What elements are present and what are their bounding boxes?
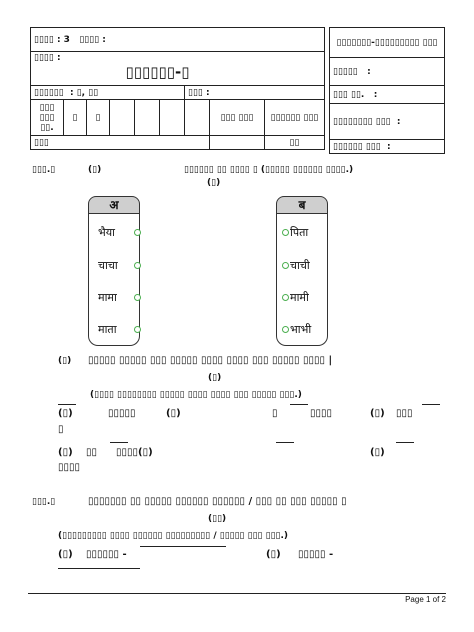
- right-dot-4[interactable]: [282, 326, 289, 333]
- date-label: ▯▯▯ :: [188, 87, 210, 98]
- right-row2-label: ▯▯▯ ▯▯.: [333, 89, 365, 100]
- right-row1: [330, 58, 445, 86]
- right-word-4: भाभी: [290, 323, 312, 336]
- marks-value: : ▯, ▯▯: [70, 87, 99, 98]
- marks-row: [31, 86, 185, 100]
- header-right-table: [329, 27, 445, 154]
- q2-marks: (▯▯): [208, 514, 227, 524]
- q1b-r1-wrap: ▯: [58, 424, 64, 435]
- subject-label: ▯▯▯▯ :: [79, 34, 106, 45]
- right-word-1: पिता: [290, 226, 309, 239]
- q1b-r1-d: (▯): [370, 408, 385, 419]
- q2-note: (▯▯▯▯▯▯▯▯▯ ▯▯▯▯ ▯▯▯▯▯▯ ▯▯▯▯▯▯▯▯▯ / ▯▯▯▯▯ ▯▯▯ ▯▯▯.): [58, 531, 289, 541]
- q1-number: ▯▯▯.▯: [32, 165, 56, 175]
- grid-row2-c1: ▯▯▯: [31, 136, 210, 150]
- q2-a-word: ▯▯▯▯▯▯ -: [86, 549, 127, 560]
- right-dot-1[interactable]: [282, 229, 289, 236]
- left-word-4: माता: [98, 323, 117, 336]
- blank-line-6[interactable]: [396, 442, 414, 443]
- answer-line-a[interactable]: [58, 568, 140, 569]
- q1-sub: (▯): [88, 165, 102, 175]
- q1b-r1-d-word: ▯▯▯: [396, 408, 413, 419]
- right-row2-value: :: [373, 89, 378, 100]
- q2-b-word: ▯▯▯▯▯ -: [298, 549, 334, 560]
- left-dot-4[interactable]: [134, 326, 141, 333]
- right-row2: [330, 86, 445, 104]
- q2-a: (▯): [58, 549, 73, 560]
- right-row3: [330, 104, 445, 140]
- grid-c4: [110, 100, 135, 136]
- page-title: ▯▯▯▯▯▯-▯: [125, 63, 190, 81]
- q1b-note: (▯▯▯▯ ▯▯▯▯▯▯▯▯ ▯▯▯▯▯ ▯▯▯▯ ▯▯▯▯ ▯▯▯ ▯▯▯▯▯ ▯▯▯.): [90, 390, 302, 400]
- right-row4-value: :: [387, 141, 391, 152]
- class-label: ▯▯▯▯ : 3: [34, 34, 70, 45]
- right-title: ▯▯▯▯▯▯▯-▯▯▯▯▯▯▯▯▯ ▯▯▯: [330, 28, 445, 58]
- right-row1-value: :: [367, 66, 371, 77]
- q1-instruction: ▯▯▯▯▯▯ ▯▯ ▯▯▯▯ ▯ (▯▯▯▯▯ ▯▯▯▯▯▯ ▯▯▯▯.): [184, 165, 354, 175]
- blank-line-2[interactable]: [290, 404, 308, 405]
- header-name-cell: [31, 52, 325, 86]
- column-b-header: ब: [276, 196, 328, 214]
- answer-line-a-top[interactable]: [140, 546, 226, 547]
- q1b-r1-c: ▯: [272, 408, 278, 419]
- right-row3-value: :: [396, 116, 401, 127]
- page-number: Page 1 of 2: [405, 595, 446, 604]
- right-word-2: चाची: [290, 259, 310, 272]
- left-dot-1[interactable]: [134, 229, 141, 236]
- blank-line-1[interactable]: [58, 404, 76, 405]
- q1b-r2-d: (▯): [370, 447, 385, 458]
- grid-c3: ▯: [87, 100, 110, 136]
- header-table: [30, 27, 325, 150]
- q1-marks: (▯): [207, 178, 221, 188]
- right-dot-3[interactable]: [282, 294, 289, 301]
- blank-line-3[interactable]: [422, 404, 440, 405]
- left-dot-3[interactable]: [134, 294, 141, 301]
- q1b-r1-c-word: ▯▯▯▯: [310, 408, 333, 419]
- q1b-r2-a: (▯): [58, 447, 73, 458]
- grid-c7: [185, 100, 210, 136]
- q1b-r2-b: ▯▯▯▯(▯): [116, 447, 153, 458]
- q1b-r2-a-word: ▯▯: [86, 447, 98, 458]
- right-dot-2[interactable]: [282, 262, 289, 269]
- q1b-r1-b: (▯): [166, 408, 181, 419]
- q1b-marks: (▯): [208, 373, 222, 383]
- q1b-r1-a-word: ▯▯▯▯▯: [108, 408, 136, 419]
- right-row4: [330, 140, 445, 154]
- grid-row2-blank: [210, 136, 265, 150]
- left-word-3: मामा: [98, 291, 117, 304]
- header-class-cell: [31, 28, 325, 52]
- left-word-1: भैया: [98, 226, 115, 239]
- grid-c5: [135, 100, 160, 136]
- right-row4-label: ▯▯▯▯▯▯ ▯▯▯: [333, 141, 381, 152]
- blank-line-4[interactable]: [110, 442, 128, 443]
- footer-rule: [28, 593, 446, 594]
- right-word-3: मामी: [290, 291, 309, 304]
- q2-b: (▯): [266, 549, 281, 560]
- grid-row2-c9: ▯▯: [265, 136, 325, 150]
- grid-c6: [160, 100, 185, 136]
- marks-label: ▯▯▯▯▯▯: [34, 87, 64, 98]
- grid-c8: ▯▯▯ ▯▯▯: [210, 100, 265, 136]
- q2-number: ▯▯▯.▯: [32, 497, 56, 507]
- left-dot-2[interactable]: [134, 262, 141, 269]
- q1b-r2-wrap: ▯▯▯▯: [58, 462, 81, 473]
- left-word-2: चाचा: [98, 259, 118, 272]
- q1b-instruction: ▯▯▯▯▯ ▯▯▯▯▯ ▯▯▯ ▯▯▯▯▯ ▯▯▯▯ ▯▯▯▯ ▯▯▯ ▯▯▯▯▯ ▯▯▯▯ |: [88, 355, 333, 366]
- q1b-r1-a: (▯): [58, 408, 73, 419]
- date-cell: [185, 86, 325, 100]
- q1b-sub: (▯): [58, 356, 72, 366]
- column-a-header: अ: [88, 196, 140, 214]
- q2-instruction: ▯▯▯▯▯▯▯ ▯▯ ▯▯▯▯▯ ▯▯▯▯▯▯ ▯▯▯▯▯▯ / ▯▯▯ ▯▯ ▯▯▯ ▯▯▯▯▯ ▯: [88, 496, 347, 507]
- right-row1-label: ▯▯▯▯▯: [333, 66, 358, 77]
- grid-c9: ▯▯▯▯▯▯ ▯▯▯: [265, 100, 325, 136]
- right-row3-label: ▯▯▯▯▯▯▯▯ ▯▯▯: [333, 116, 391, 127]
- blank-line-5[interactable]: [276, 442, 294, 443]
- name-label: ▯▯▯▯ :: [34, 53, 61, 63]
- grid-c2: ▯: [64, 100, 87, 136]
- grid-c1: ▯▯▯ ▯▯▯ ▯▯.: [31, 100, 64, 136]
